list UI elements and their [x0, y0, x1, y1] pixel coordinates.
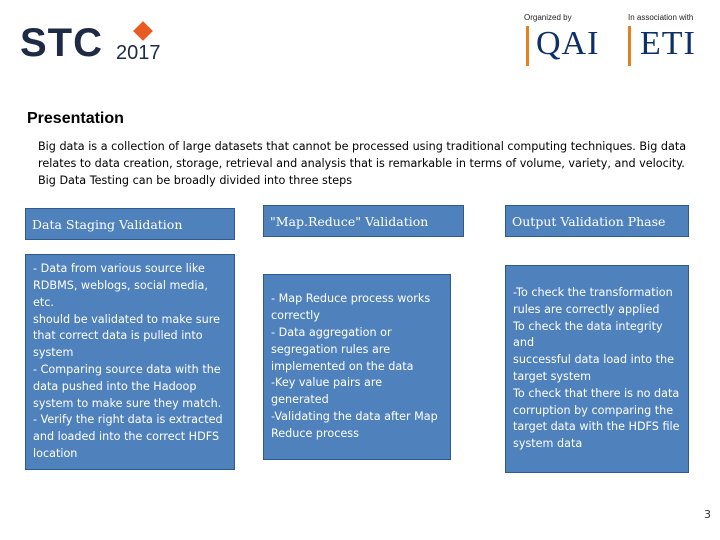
data-staging-heading-box	[25, 208, 235, 240]
page-number: 3	[704, 508, 711, 521]
intro-paragraph: Big data is a collection of large datasets that cannot be processed using traditional computing techniques. Big data relates to data creation, storage, retrieval and analysis that is remarkable in terms of volume, variety, and velocity. Big Data Testing can be broadly divided into three steps	[38, 140, 687, 187]
body-line: correctly	[271, 309, 320, 323]
body-line: - Comparing source data with the	[33, 363, 221, 376]
body-line: -Validating the data after Map	[271, 409, 438, 423]
body-line: location	[33, 446, 78, 460]
stc-diamond-icon	[133, 21, 153, 41]
body-line: - Data from various source like	[33, 262, 205, 276]
stc-logo-year: 2017	[116, 42, 161, 64]
body-line: rules are correctly applied	[513, 302, 660, 316]
body-line: target data with the HDFS file	[513, 420, 680, 434]
body-line: system to make sure they match.	[33, 396, 222, 410]
in-association-label: In association with	[628, 13, 694, 22]
body-line: that correct data is pulled into	[33, 329, 203, 343]
eti-logo: ETI	[640, 25, 696, 62]
stc-logo-text: STC	[20, 21, 103, 65]
body-line: - Data aggregation or	[271, 326, 392, 339]
body-line: corruption by comparing the	[513, 403, 674, 417]
body-line: -Key value pairs are generated	[271, 376, 383, 407]
body-line: RDBMS, weblogs, social media, etc.	[33, 279, 208, 309]
qai-divider-bar	[526, 26, 529, 66]
qai-logo: QAI	[536, 25, 600, 62]
body-line: segregation rules are	[271, 342, 391, 356]
mapreduce-body-box	[263, 274, 451, 460]
body-line: To check the data integrity and	[513, 319, 663, 350]
body-line: system data	[513, 437, 583, 451]
output-validation-heading-box	[505, 205, 689, 237]
output-validation-heading: Output Validation Phase	[512, 213, 666, 229]
output-validation-body-box	[505, 265, 689, 473]
body-line: -To check the transformation	[513, 286, 673, 300]
body-line: system	[33, 346, 74, 360]
page-title: Presentation	[27, 110, 124, 127]
body-line: - Map Reduce process works	[271, 292, 431, 306]
body-line: and loaded into the correct HDFS	[33, 430, 220, 444]
body-line: successful data load into the	[513, 353, 675, 367]
body-line: should be validated to make sure	[33, 312, 220, 326]
stc-2017-logo	[20, 20, 180, 66]
body-line: Reduce process	[271, 426, 359, 440]
body-line: implemented on the data	[271, 359, 414, 373]
data-staging-body-box	[25, 254, 235, 470]
eti-divider-bar	[628, 26, 631, 66]
body-line: target system	[513, 370, 592, 383]
mapreduce-heading-box	[263, 205, 464, 237]
data-staging-heading: Data Staging Validation	[32, 216, 183, 232]
body-line: data pushed into the Hadoop	[33, 379, 197, 393]
organized-by-label: Organized by	[524, 13, 572, 22]
mapreduce-heading: "Map.Reduce" Validation	[270, 213, 429, 229]
body-line: - Verify the right data is extracted	[33, 413, 223, 427]
body-line: To check that there is no data	[513, 386, 680, 400]
